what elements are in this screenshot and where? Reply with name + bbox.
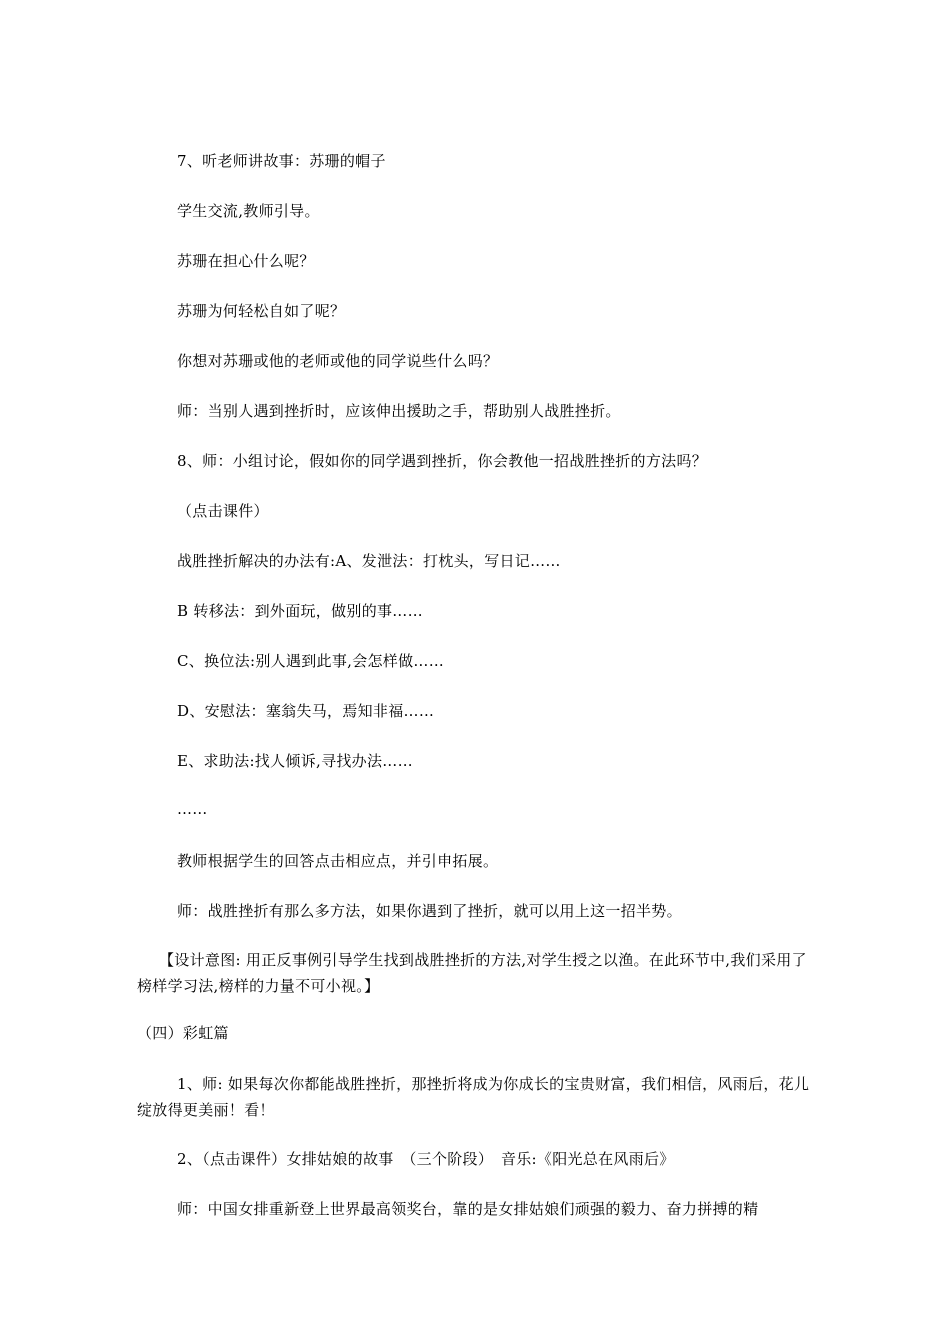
list-item: C、换位法:别人遇到此事,会怎样做…… — [177, 652, 445, 670]
paragraph-story-title: 7、听老师讲故事：苏珊的帽子 — [177, 152, 386, 170]
paragraph-methods-intro: 战胜挫折解决的办法有:A、发泄法：打枕头，写日记…… — [177, 552, 561, 570]
design-intent-note: 【设计意图: 用正反事例引导学生找到战胜挫折的方法,对学生授之以渔。在此环节中,我们采用了榜样学习法,榜样的力量不可小视。】 — [137, 951, 807, 995]
paragraph: 你想对苏珊或他的老师或他的同学说些什么吗？ — [177, 352, 499, 370]
list-item: E、求助法:找人倾诉,寻找办法…… — [177, 752, 413, 770]
paragraph: 师：当别人遇到挫折时，应该伸出援助之手，帮助别人战胜挫折。 — [177, 402, 621, 420]
paragraph: 苏珊在担心什么呢？ — [177, 252, 315, 270]
paragraph: 师：战胜挫折有那么多方法，如果你遇到了挫折，就可以用上这一招半势。 — [177, 902, 682, 920]
section-heading-rainbow: （四）彩虹篇 — [137, 1024, 229, 1042]
list-item: D、安慰法：塞翁失马，焉知非福…… — [177, 702, 435, 720]
paragraph: 学生交流,教师引导。 — [177, 202, 320, 220]
paragraph: （点击课件） — [177, 502, 269, 520]
paragraph-discussion: 8、师：小组讨论，假如你的同学遇到挫折，你会教他一招战胜挫折的方法吗？ — [177, 452, 708, 470]
paragraph: 1、师: 如果每次你都能战胜挫折，那挫折将成为你成长的宝贵财富，我们相信，风雨后，花儿绽放得更美丽！看！ — [137, 1075, 810, 1119]
list-item: B 转移法：到外面玩，做别的事…… — [177, 602, 423, 620]
paragraph-volleyball-story: 2、（点击课件）女排姑娘的故事 （三个阶段） 音乐:《阳光总在风雨后》 — [177, 1150, 675, 1168]
paragraph: 教师根据学生的回答点击相应点，并引申拓展。 — [177, 852, 499, 870]
paragraph: 苏珊为何轻松自如了呢？ — [177, 302, 346, 320]
paragraph: 师：中国女排重新登上世界最高领奖台，靠的是女排姑娘们顽强的毅力、奋力拼搏的精 — [177, 1200, 759, 1218]
paragraph-ellipsis: …… — [177, 800, 208, 818]
